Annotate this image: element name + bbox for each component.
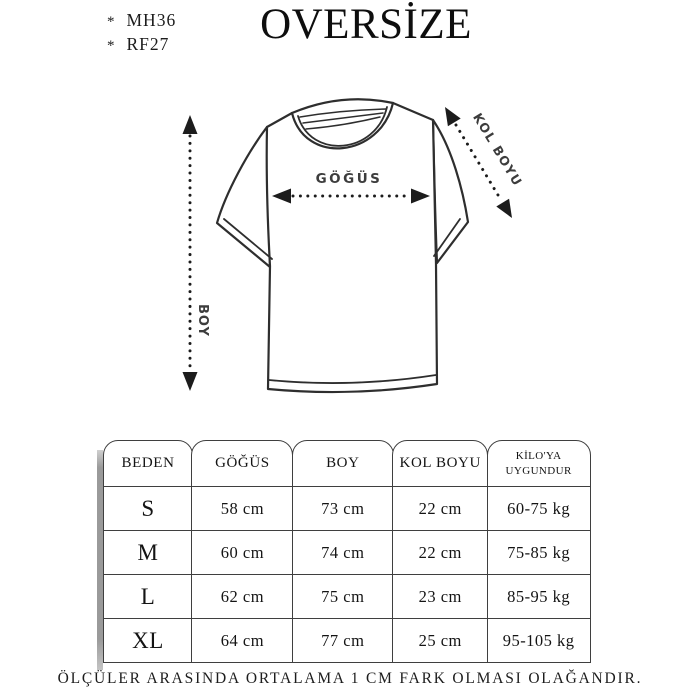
chest-label: GÖĞÜS [315, 171, 383, 187]
table-column-kol-boyu [392, 440, 488, 663]
tshirt-measurement-diagram [140, 80, 560, 425]
column-header: GÖĞÜS [192, 441, 292, 487]
product-code: RF27 [126, 33, 170, 54]
chest-cell: 60 cm [192, 531, 292, 575]
length-label: BOY [195, 304, 210, 337]
size-table [103, 440, 597, 663]
size-cell: XL [132, 627, 164, 653]
chest-cell: 58 cm [192, 487, 292, 531]
table-column-kilo [487, 440, 591, 663]
size-cell: S [104, 487, 192, 531]
measure-length [183, 115, 211, 391]
arrowhead-up-icon [183, 115, 198, 134]
length-cell: 73 cm [293, 487, 393, 531]
table-column-gogus [191, 440, 293, 663]
table-column-boy [292, 440, 394, 663]
size-cell: L [104, 575, 192, 619]
sleeve-cell: 23 cm [393, 575, 487, 619]
sleeve-cell: 22 cm [393, 531, 487, 575]
code-bullet: * [107, 14, 116, 30]
column-header: BOY [293, 441, 393, 487]
arrowhead-downright-icon [496, 199, 512, 218]
chest-cell: 64 cm [220, 630, 265, 650]
weight-cell: 95-105 kg [502, 630, 575, 650]
code-bullet: * [107, 37, 116, 54]
weight-cell: 85-95 kg [488, 575, 590, 619]
sleeve-cell: 25 cm [418, 630, 462, 650]
table-column-beden [103, 440, 193, 663]
column-header: BEDEN [104, 441, 192, 487]
page-title: OVERSİZE [260, 1, 472, 48]
product-code: MH36 [126, 10, 177, 30]
tshirt-left-sleeve [217, 127, 270, 267]
size-cell: M [104, 531, 192, 575]
column-header: KİLO'YA UYGUNDUR [488, 441, 590, 487]
length-cell: 77 cm [321, 630, 365, 650]
length-cell: 74 cm [293, 531, 393, 575]
column-header: KOL BOYU [393, 441, 487, 487]
weight-cell: 75-85 kg [488, 531, 590, 575]
arrowhead-down-icon [183, 372, 198, 391]
sleeve-cell: 22 cm [393, 487, 487, 531]
chest-cell: 62 cm [192, 575, 292, 619]
tshirt-right-sleeve [433, 120, 468, 263]
weight-cell: 60-75 kg [488, 487, 590, 531]
footer-note: ÖLÇÜLER ARASINDA ORTALAMA 1 CM FARK OLMASI OLAĞANDIR. [57, 670, 643, 687]
arrowhead-upleft-icon [445, 107, 461, 126]
sleeve-label: KOL BOYU [470, 110, 526, 190]
length-cell: 75 cm [293, 575, 393, 619]
